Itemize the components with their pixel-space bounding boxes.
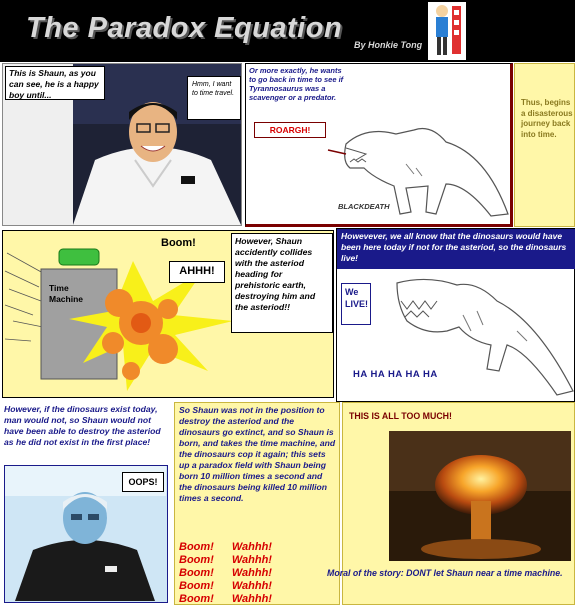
boom-wahhh-line: Boom! Wahhh! bbox=[179, 541, 272, 553]
artist-signature: BLACKDEATH bbox=[338, 202, 390, 211]
boom-wahhh-list bbox=[179, 541, 329, 605]
oops-bubble-anchor: OOPS! bbox=[122, 472, 164, 492]
dinosaurs-live-caption: Howevever, we all know that the dinosaurs would have been here today if not for the asteriod, so the dinosaurs live! bbox=[337, 229, 575, 269]
header-bar bbox=[0, 0, 575, 62]
boom-wahhh-line: Boom! Wahhh! bbox=[179, 567, 272, 579]
mushroom-cloud-photo bbox=[389, 431, 571, 561]
ahhh-speech-bubble: AHHH! bbox=[169, 261, 225, 283]
paradox-explanation-caption: However, if the dinosaurs exist today, man would not, so Shaun would not have been able to destroy the asteriod as he did not exist in the first place! bbox=[4, 404, 161, 447]
journey-caption: Thus, begins a disasterous journey back into time. bbox=[521, 98, 573, 139]
boom-wahhh-line: Boom! Wahhh! bbox=[179, 554, 272, 566]
page-title: The Paradox Equation bbox=[26, 12, 343, 44]
paradox-field-caption: So Shaun was not in the position to destroy the asteriod and the dinosaurs go extinct, and so Shaun is born, and takes the time machine, and the dinosaurs cop it again; this sets up a paradox field with Shaun being born 10 million times a second and the dinosaurs being killed 10 million times a second. bbox=[179, 405, 336, 503]
moral-caption: Moral of the story: DONT let Shaun near a time machine. bbox=[327, 568, 563, 578]
roar-label: ROARGH! bbox=[254, 122, 326, 138]
panel-trex-sketch bbox=[245, 63, 513, 227]
collision-caption: However, Shaun accidently collides with the asteriod heading for prehistoric earth, destroying him and the asteriod!! bbox=[231, 233, 333, 333]
shaun-intro-caption: This is Shaun, as you can see, he is a happy boy until... bbox=[5, 66, 105, 100]
trex-question-caption: Or more exactly, he wants to go back in time to see if Tyrannosaurus was a scavenger or a predator. bbox=[249, 66, 344, 102]
laugh-text: HA HA HA HA HA bbox=[353, 369, 438, 380]
panel-paradox-field bbox=[174, 402, 340, 605]
trex-roaring-drawing bbox=[367, 271, 575, 401]
boom-wahhh-line: Boom! Wahhh! bbox=[179, 593, 272, 605]
panel-collision bbox=[2, 230, 334, 398]
author-byline: By Honkie Tong bbox=[354, 40, 423, 50]
boom-wahhh-line: Boom! Wahhh! bbox=[179, 580, 272, 592]
time-travel-speech-bubble: Hmm, I want to time travel. bbox=[187, 76, 241, 120]
time-machine-label: Time Machine bbox=[49, 283, 84, 304]
too-much-caption: THIS IS ALL TOO MUCH! bbox=[349, 411, 452, 421]
panel-thus-begins bbox=[514, 63, 575, 227]
panel-oops bbox=[2, 402, 172, 605]
boom-sound: Boom! bbox=[161, 237, 196, 249]
panel-dinosaurs-live bbox=[336, 228, 575, 402]
panel-moral bbox=[327, 402, 575, 605]
panel-shaun-intro bbox=[2, 63, 242, 226]
author-avatar bbox=[428, 2, 466, 60]
we-live-speech-bubble: We LIVE! bbox=[341, 283, 371, 325]
